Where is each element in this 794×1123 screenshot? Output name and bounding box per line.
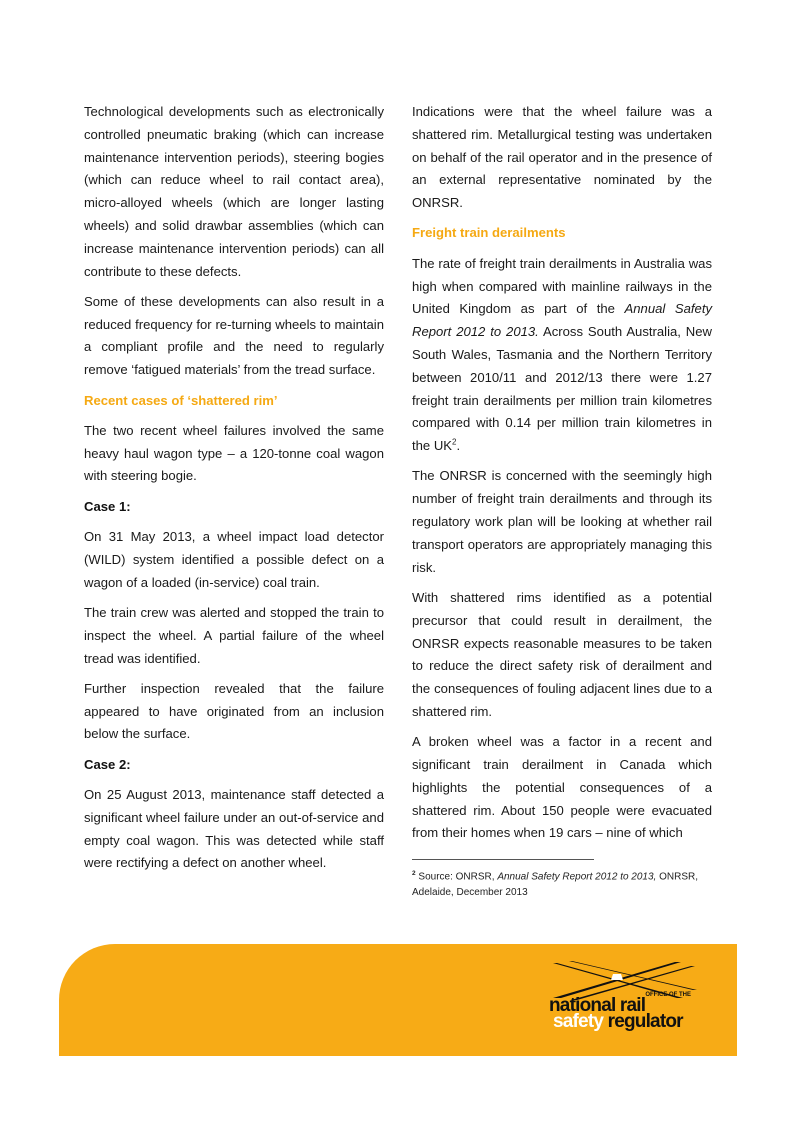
paragraph: The two recent wheel failures involved the same heavy haul wagon type – a 120-tonne coal wagon with steering bogie. (84, 422, 384, 484)
paragraph-derailment-rate (412, 253, 712, 458)
logo-word-regulator: regulator (603, 1011, 683, 1032)
case-1-heading: Case 1: (84, 498, 131, 514)
footnote-text: ONRSR, Adelaide, December 2013 (412, 871, 699, 899)
paragraph: Some of these developments can also result in a reduced frequency for re-turning wheels to maintain a compliant profile and the need to regularly remove ‘fatigued materials’ from the tread surface. (84, 293, 384, 378)
left-column (84, 101, 384, 883)
logo-office-text: OFFICE OF THE (645, 992, 691, 998)
footer-band (59, 944, 737, 1056)
text-span: Across South Australia, New South Wales, Tasmania and the Northern Territory between 2010/11 and 2012/13 there were 1.27 freight train derailments per million train kilometres compared with 0.14 per million train kilometres in the UK (412, 324, 712, 454)
paragraph: Indications were that the wheel failure was a shattered rim. Metallurgical testing was undertaken on behalf of the rail operator and in the presence of an external representative nominated by the ONRSR. (412, 104, 712, 211)
footnote (412, 866, 712, 901)
footnote-reference: 2 (452, 437, 457, 447)
report-title-italic: Annual Safety Report 2012 to 2013. (412, 301, 713, 340)
paragraph: A broken wheel was a factor in a recent and significant train derailment in Canada which highlights the potential consequences of a shattered rim. About 150 people were evacuated from their homes when 19 cars – nine of which (412, 734, 712, 841)
case-2-heading: Case 2: (84, 756, 131, 772)
footnote-text: Source: ONRSR, (415, 871, 498, 883)
logo-word-safety: safety (553, 1011, 604, 1032)
text-span: . (456, 438, 461, 454)
footnote-number: 2 (412, 870, 416, 877)
logo-line-safety-regulator (553, 1012, 683, 1032)
text-span: The rate of freight train derailments in Australia was high when compared with mainline railways in the United Kingdom as part of the (412, 255, 712, 317)
paragraph: The ONRSR is concerned with the seemingly high number of freight train derailments and through its regulatory work plan will be looking at whether rail transport operators are appropriately managing this risk. (412, 468, 712, 575)
footnote-italic: Annual Safety Report 2012 to 2013, (497, 871, 657, 883)
onrsr-logo (547, 960, 697, 1040)
footnote-divider (412, 859, 594, 860)
logo-line-national-rail: national rail (549, 995, 646, 1016)
paragraph: Technological developments such as electronically controlled pneumatic braking (which can increase maintenance intervention periods), steering bogies (which can reduce wheel to rail contact area), micro-alloyed wheels (which are longer lasting wheels) and solid drawbar assemblies (which can increase maintenance intervention periods) can all contribute to these defects. (84, 104, 384, 279)
paragraph: On 25 August 2013, maintenance staff detected a significant wheel failure under an out-of-service and empty coal wagon. This was detected while staff were rectifying a defect on another wheel. (84, 787, 384, 871)
paragraph: The train crew was alerted and stopped the train to inspect the wheel. A partial failure of the wheel tread was identified. (84, 604, 384, 666)
paragraph: Further inspection revealed that the failure appeared to have originated from an inclusion below the surface. (84, 680, 384, 742)
right-column (412, 101, 712, 853)
paragraph: On 31 May 2013, a wheel impact load detector (WILD) system identified a possible defect on a wagon of a loaded (in-service) coal train. (84, 529, 384, 590)
section-heading-recent-cases: Recent cases of ‘shattered rim’ (84, 392, 278, 408)
paragraph: With shattered rims identified as a potential precursor that could result in derailment, the ONRSR expects reasonable measures to be taken to reduce the direct safety risk of derailment and the consequences of fouling adjacent lines due to a shattered rim. (412, 589, 712, 719)
section-heading-freight-derailments: Freight train derailments (412, 225, 566, 241)
